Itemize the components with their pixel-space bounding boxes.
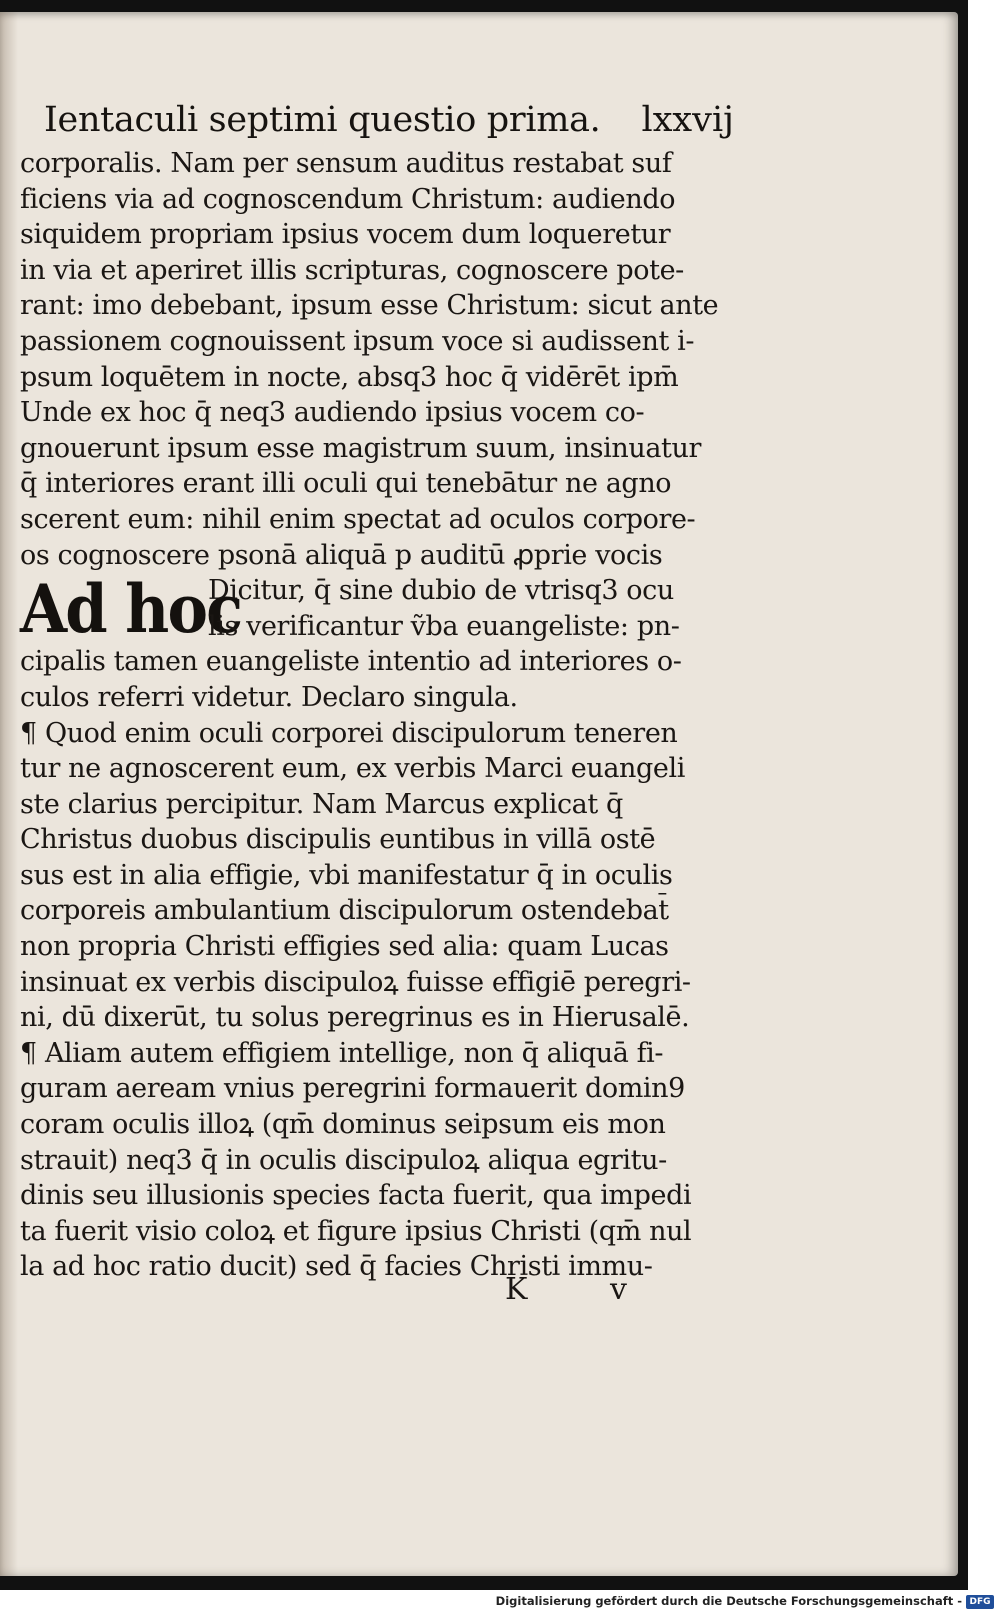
text-line: lis verificantur ṽba euangeliste: pn- [208, 610, 680, 642]
text-line: psum loquētem in nocte, absq3 hoc q̄ vidērēt ipm̄ [20, 361, 679, 393]
text-line: la ad hoc ratio ducit) sed q̄ facies Christi immu- [20, 1251, 653, 1283]
text-line: cipalis tamen euangeliste intentio ad interiores o- [20, 646, 682, 678]
signature-letter: K [505, 1272, 528, 1307]
text-line: coram oculis illoꝝ (qm̄ dominus seipsum eis mon [20, 1109, 666, 1141]
text-line: ¶ Quod enim oculi corporei discipulorum teneren [20, 717, 678, 749]
text-line: ni, dū dixerūt, tu solus peregrinus es in Hierusalē. [20, 1002, 690, 1034]
text-line: insinuat ex verbis discipuloꝝ fuisse effigiē peregri- [20, 966, 691, 998]
text-line: Dicitur, q̄ sine dubio de vtrisq3 ocu [208, 575, 674, 607]
text-line: siquidem propriam ipsius vocem dum loqueretur [20, 219, 671, 251]
decorated-initial: Ad hoc [20, 570, 242, 648]
page-header [44, 100, 734, 144]
text-line: gnouerunt ipsum esse magistrum suum, insinuatur [20, 432, 701, 464]
text-line: dinis seu illusionis species facta fuerit, qua impedi [20, 1180, 692, 1212]
running-head: Ientaculi septimi questio prima. [44, 100, 601, 140]
text-line: scerent eum: nihil enim spectat ad oculos corpore- [20, 503, 696, 535]
folio-number: lxxvij [641, 100, 734, 140]
text-line: in via et aperiret illis scripturas, cognoscere pote- [20, 254, 684, 286]
text-line: sus est in alia effigie, vbi manifestatur q̄ in oculis [20, 859, 673, 891]
signature-number: v [610, 1272, 627, 1307]
signature-mark [505, 1272, 645, 1312]
text-line: non propria Christi effigies sed alia: quam Lucas [20, 931, 669, 963]
body-text [20, 146, 736, 1285]
text-line: passionem cognouissent ipsum voce si audissent i- [20, 325, 695, 357]
text-line: ste clarius percipitur. Nam Marcus explicat q̄ [20, 788, 623, 820]
text-line: Unde ex hoc q̄ neq3 audiendo ipsius vocem co- [20, 397, 645, 429]
digitization-credit: Digitalisierung gefördert durch die Deutsche Forschungsgemeinschaft - [495, 1594, 962, 1608]
text-line: rant: imo debebant, ipsum esse Christum: sicut ante [20, 290, 719, 322]
text-line: os cognoscere psonā aliquā p auditū ꝓprie vocis [20, 539, 663, 571]
text-line: ta fuerit visio coloꝝ et figure ipsius Christi (qm̄ nul [20, 1215, 692, 1247]
gutter-shadow [0, 12, 18, 1576]
text-line: guram aeream vnius peregrini formauerit domin9 [20, 1073, 685, 1105]
text-line: tur ne agnoscerent eum, ex verbis Marci euangeli [20, 753, 685, 785]
text-line: corporalis. Nam per sensum auditus restabat suf [20, 148, 672, 179]
text-line: q̄ interiores erant illi oculi qui tenebātur ne agno [20, 468, 672, 500]
text-line: ¶ Aliam autem effigiem intellige, non q̄ aliquā fi- [20, 1037, 664, 1069]
text-line: ficiens via ad cognoscendum Christum: audiendo [20, 183, 676, 215]
text-line: corporeis ambulantium discipulorum ostendebat̄ [20, 895, 669, 927]
text-line: culos referri videtur. Declaro singula. [20, 681, 518, 713]
text-line: Christus duobus discipulis euntibus in villā ostē [20, 824, 656, 856]
text-line: strauit) neq3 q̄ in oculis discipuloꝝ aliqua egritu- [20, 1144, 667, 1176]
dfg-logo: DFG [966, 1595, 994, 1609]
